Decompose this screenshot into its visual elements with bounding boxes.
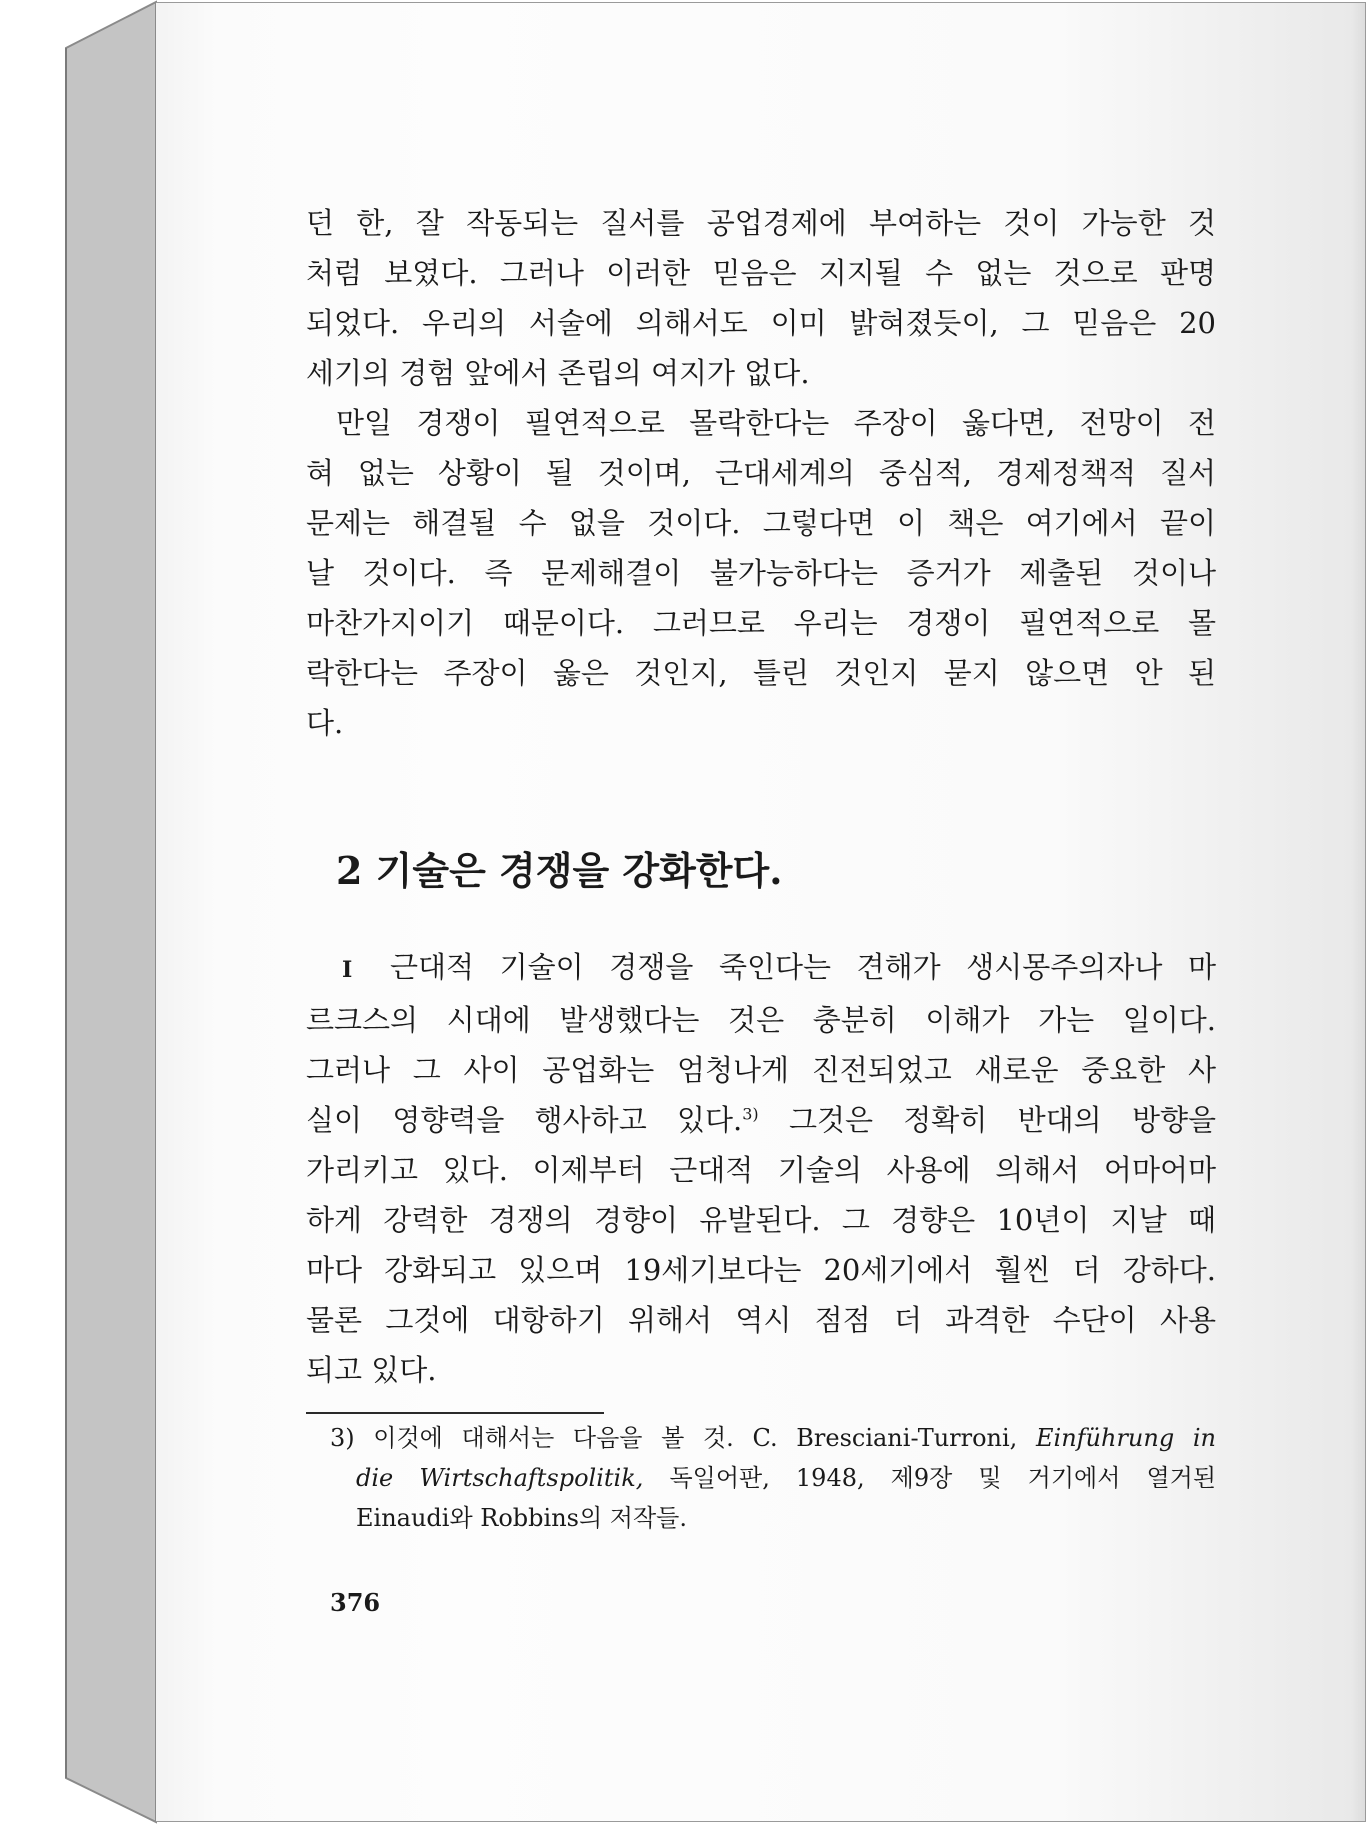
footnote [330, 1418, 1216, 1538]
text-line: 날 것이다. 즉 문제해결이 불가능하다는 증거가 제출된 것이나 [306, 556, 1216, 590]
paragraph-3 [306, 942, 1216, 1395]
text-line: 락한다는 주장이 옳은 것인지, 틀린 것인지 묻지 않으면 안 된 [306, 656, 1216, 690]
footnote-line: die Wirtschaftspolitik, 독일어판, 1948, 제9장 및 거기에서 열거된 [356, 1464, 1217, 1492]
footnote-divider [306, 1412, 604, 1414]
text-line: 던 한, 잘 작동되는 질서를 공업경제에 부여하는 것이 가능한 것 [306, 206, 1216, 240]
footnote-reference: 3) [742, 1104, 759, 1124]
text-line: 만일 경쟁이 필연적으로 몰락한다는 주장이 옳다면, 전망이 전 [336, 406, 1216, 440]
paragraph-2 [306, 398, 1216, 748]
footnote-line: Einaudi와 Robbins의 저작들. [356, 1504, 687, 1532]
text-line: 되었다. 우리의 서술에 의해서도 이미 밝혀졌듯이, 그 믿음은 20 [306, 306, 1216, 340]
text-line: 하게 강력한 경쟁의 경향이 유발된다. 그 경향은 10년이 지날 때 [306, 1203, 1216, 1237]
text-line: 문제는 해결될 수 없을 것이다. 그렇다면 이 책은 여기에서 끝이 [306, 506, 1216, 540]
paragraph-1 [306, 198, 1216, 398]
text-line: 다. [306, 706, 344, 740]
text-line: 세기의 경험 앞에서 존립의 여지가 없다. [306, 356, 810, 390]
text-line: 마찬가지이기 때문이다. 그러므로 우리는 경쟁이 필연적으로 몰 [306, 606, 1216, 640]
footnote-line: 3) 이것에 대해서는 다음을 볼 것. C. Bresciani-Turroni, Einführung in [330, 1424, 1216, 1452]
section-heading: 2 기술은 경쟁을 강화한다. [336, 848, 783, 893]
text-line: I 근대적 기술이 경쟁을 죽인다는 견해가 생시몽주의자나 마 [306, 942, 1216, 995]
text-line: 물론 그것에 대항하기 위해서 역시 점점 더 과격한 수단이 사용 [306, 1303, 1216, 1337]
text-line: 혀 없는 상황이 될 것이며, 근대세계의 중심적, 경제정책적 질서 [306, 456, 1216, 490]
paragraph-number: I [342, 957, 353, 983]
text-line: 르크스의 시대에 발생했다는 것은 충분히 이해가 가는 일이다. [306, 1003, 1216, 1037]
text-line: 가리키고 있다. 이제부터 근대적 기술의 사용에 의해서 어마어마 [306, 1153, 1216, 1187]
page-number: 376 [330, 1588, 381, 1617]
text-line: 그러나 그 사이 공업화는 엄청나게 진전되었고 새로운 중요한 사 [306, 1053, 1216, 1087]
text-line: 마다 강화되고 있으며 19세기보다는 20세기에서 훨씬 더 강하다. [306, 1253, 1216, 1287]
text-line: 되고 있다. [306, 1353, 437, 1387]
text-line: 처럼 보였다. 그러나 이러한 믿음은 지지될 수 없는 것으로 판명 [306, 256, 1216, 290]
text-line: 실이 영향력을 행사하고 있다.$^{3)}$ 그것은 정확히 반대의 방향을 [306, 1103, 1216, 1137]
